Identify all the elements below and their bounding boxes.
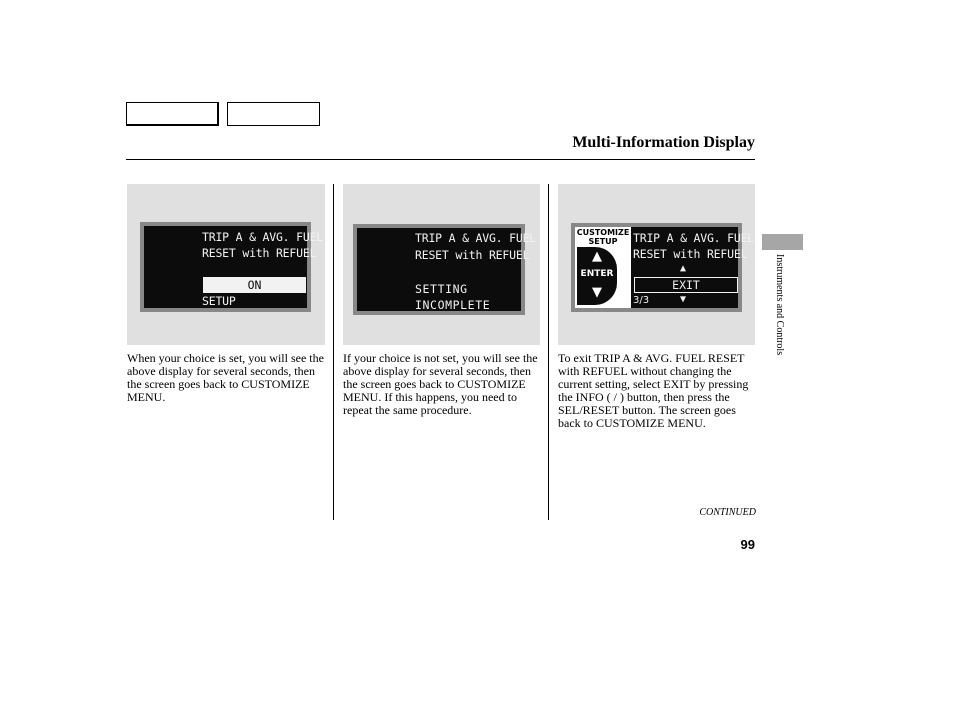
page-indicator: 3/3 (633, 295, 650, 306)
selector-d-shape (577, 247, 617, 305)
display-line-1: TRIP A & AVG. FUEL (202, 230, 324, 244)
setup-label: SETUP (588, 237, 618, 246)
selected-option-on: ON (203, 277, 306, 293)
down-arrow-icon: ▼ (592, 285, 602, 300)
display-screen-inner (144, 226, 324, 308)
up-arrow-icon: ▲ (592, 249, 602, 264)
section-tab (762, 234, 803, 250)
page-title: Multi-Information Display (572, 134, 755, 151)
continued-label: CONTINUED (699, 507, 756, 518)
body-text-col-1: When your choice is set, you will see the above display for several seconds, then the screen goes back to CUSTOMIZE MENU. (127, 351, 324, 404)
body-text-col-3: To exit TRIP A & AVG. FUEL RESET with REFUEL without changing the current setting, select EXIT by pressing the INFO ( / ) button, then press the SEL/RESET button. The screen goes back to CUSTOMIZE MENU. (558, 351, 749, 430)
display-status-line-1: SETTING (415, 282, 468, 296)
down-arrow-icon: ▼ (680, 294, 686, 305)
column-divider (333, 184, 334, 520)
display-screen (353, 224, 537, 315)
customize-label: CUSTOMIZE (576, 228, 630, 237)
body-text-col-2: If your choice is not set, you will see the above display for several seconds, then the screen goes back to CUSTOMIZE MENU. If this happens, you need to repeat the same procedure. (343, 351, 538, 417)
column-divider (548, 184, 549, 520)
section-side-label: Instruments and Controls (774, 254, 785, 356)
nav-button-index[interactable] (227, 102, 320, 126)
display-line-2: RESET with REFUEL (633, 247, 748, 261)
selected-option-exit: EXIT (634, 277, 738, 293)
up-arrow-icon: ▲ (680, 263, 686, 274)
display-panel-set (127, 184, 325, 345)
display-screen-inner (357, 228, 537, 312)
display-setup-label: SETUP (202, 294, 236, 308)
display-screen (571, 223, 755, 312)
display-line-2: RESET with REFUEL (415, 248, 530, 262)
display-panel-exit (558, 184, 755, 345)
display-status-line-2: INCOMPLETE (415, 298, 491, 312)
display-screen (140, 222, 324, 312)
title-divider (126, 159, 755, 160)
customize-setup-panel (575, 227, 631, 308)
enter-label: ENTER (580, 269, 614, 279)
display-screen-inner (575, 227, 755, 308)
page-number: 99 (740, 537, 755, 552)
display-panel-not-set (343, 184, 540, 345)
nav-button-contents[interactable] (126, 102, 219, 126)
display-line-1: TRIP A & AVG. FUEL (415, 231, 537, 245)
display-line-2: RESET with REFUEL (202, 246, 317, 260)
display-line-1: TRIP A & AVG. FUEL (633, 231, 755, 245)
